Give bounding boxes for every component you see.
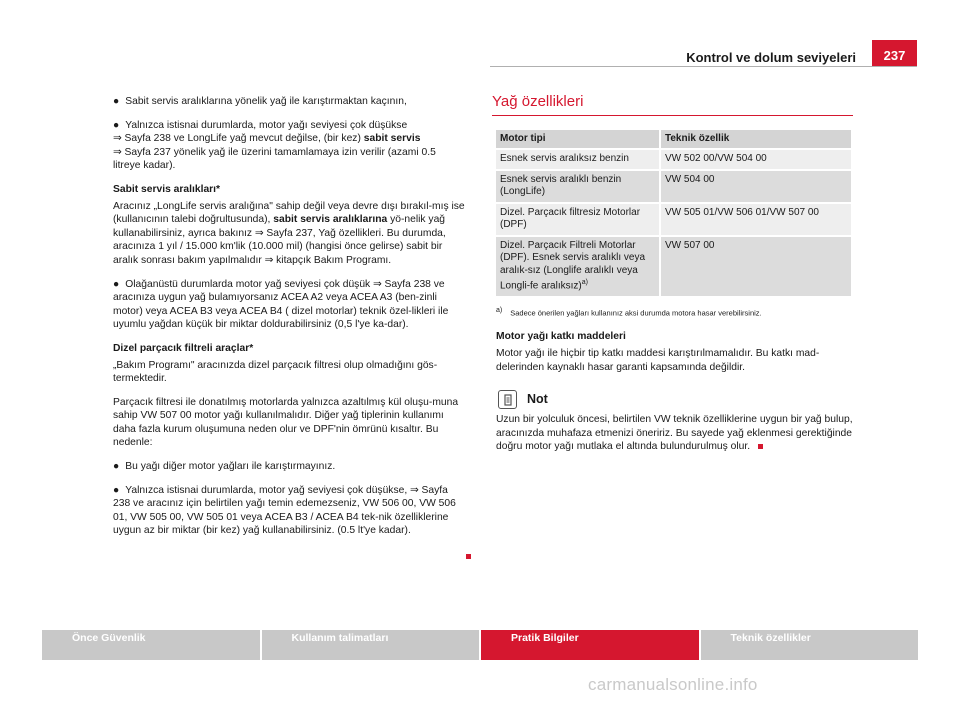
footnote: $^{a)}$ Sadece önerilen yağları kullanınız aksi durumda motora hasar verebilirsiniz. — [496, 306, 762, 318]
tab-safety[interactable]: Önce Güvenlik — [42, 630, 260, 660]
chapter-nav-bar — [42, 630, 918, 660]
section-heading: Motor yağı katkı maddeleri — [496, 331, 626, 343]
paragraph: Motor yağı ile hiçbir tip katkı maddesi karıştırılmamalıdır. Bu katkı mad-delerinden kaynaklı hasar garanti kapsamında değildir. — [496, 348, 820, 373]
tab-operating-instructions[interactable]: Kullanım talimatları — [262, 630, 480, 660]
table-cell: VW 505 01/VW 506 01/VW 507 00 — [660, 203, 851, 236]
header-divider — [490, 66, 917, 67]
section-heading: Dizel parçacık filtreli araçlar* — [113, 342, 254, 354]
table-cell: VW 502 00/VW 504 00 — [660, 149, 851, 170]
bullet-dot: ● — [113, 119, 120, 131]
table-cell: Esnek servis aralıklı benzin (LongLife) — [496, 170, 660, 203]
bullet-dot: ● — [113, 461, 120, 473]
note-title: Not — [527, 391, 548, 406]
tab-practical-info[interactable]: Pratik Bilgiler — [481, 630, 699, 660]
page-header-title: Kontrol ve dolum seviyeleri — [686, 50, 856, 65]
paragraph: Aracınız „LongLife servis aralığına" sahip değil veya devre dışı bırakıl-mış ise (kullanıcının talebi doğrultusunda), sabit servis aralıklarına yö-nelik yağ kullanabilirsiniz, ayrıca bakınız ⇒ Sayfa 237, Yağ özellikleri. Bu durumda, aracınıza 1 yıl / 15.000 km'lik (10.000 mil) (hangisi önce gelirse) sabit bir aralık sonrası bakım yapılmalıdır ⇒ kitapçık Bakım Programı. — [113, 200, 465, 266]
section-heading: Sabit servis aralıkları* — [113, 183, 221, 195]
page-number-badge: 237 — [872, 40, 917, 66]
bullet-dot: ● — [113, 96, 120, 107]
list-item: ● Olağanüstü durumlarda motor yağ seviyesi çok düşük ⇒ Sayfa 238 ve aracınıza uygun yağ bulamıyorsanız ACEA A2 veya ACEA A3 (ben-zinli motor) veya ACEA B3 veya ACEA B4 ( dizel motorlar) teknik özel-likleri ile uyumlu yağdan küçük bir miktar doldurabilirsiniz (0,5 l'ye ka-dar). — [113, 278, 449, 331]
column-header: Teknik özellik — [660, 130, 851, 150]
table-cell: Dizel. Parçacık filtresiz Motorlar (DPF) — [496, 203, 660, 236]
end-of-section-mark — [758, 444, 763, 449]
list-item: ● Sabit servis aralıklarına yönelik yağ ile karıştırmaktan kaçının, — [113, 96, 407, 107]
paragraph: „Bakım Programı" aracınızda dizel parçacık filtresi olup olmadığını gös-termektedir. — [113, 359, 438, 385]
table-cell: Esnek servis aralıksız benzin — [496, 149, 660, 170]
table-cell: VW 507 00 — [660, 236, 851, 297]
list-item: ● Yalnızca istisnai durumlarda, motor yağ seviyesi çok düşükse, ⇒ Sayfa 238 ve aracınız için belirtilen yağı temin edemezseniz, VW 506 00, VW 506 01, VW 505 00, VW 505 01 veya ACEA B3 / ACEA B4 tek-nik özelliklerine uygun az bir miktar (bir kez) yağ kullanabilirsiniz. (0.5 lt'ye kadar). — [113, 484, 456, 537]
column-header: Motor tipi — [496, 130, 660, 150]
table-row — [496, 149, 851, 170]
section-title: Yağ özellikleri — [492, 95, 853, 116]
note-icon — [498, 390, 517, 409]
table-cell: Dizel. Parçacık Filtreli Motorlar (DPF). Esnek servis aralıklı veya aralık-sız (Longlife aralıklı veya Longli-fe aralıksız)$^{a)}$ — [496, 236, 660, 297]
bullet-dot: ● — [113, 278, 120, 290]
paragraph: Parçacık filtresi ile donatılmış motorlarda yalnızca azaltılmış kül oluşu-muna sahip VW 507 00 motor yağı kullanılmalıdır. Diğer yağ tiplerinin kullanımı daha fazla kurum oluşumuna neden olur ve DPF'nin ömrünü kısaltır. Bu nedenle: — [113, 396, 459, 449]
tab-technical-data[interactable]: Teknik özellikler — [701, 630, 919, 660]
note-text: Uzun bir yolculuk öncesi, belirtilen VW teknik özelliklerine uygun bir yağ bulup, aracınızda muhafaza etmenizi öneririz. Bu sayede yağ eklenmesi gerektiğinde doğru motor yağı mutlaka el altında bulundurulmuş olur. — [496, 414, 853, 453]
table-row — [496, 236, 851, 297]
oil-spec-table — [496, 130, 851, 298]
table-row — [496, 170, 851, 203]
table-cell: VW 504 00 — [660, 170, 851, 203]
note-header — [498, 390, 853, 409]
watermark: carmanualsonline.info — [588, 675, 758, 694]
list-item: ● Bu yağı diğer motor yağları ile karıştırmayınız. — [113, 461, 336, 473]
list-item: ● Yalnızca istisnai durumlarda, motor yağı seviyesi çok düşükse ⇒ Sayfa 238 ve LongLife yağ mevcut değilse, (bir kez) sabit servis ⇒ Sayfa 237 yönelik yağ ile üzerini tamamlamaya izin verilir (azami 0.5 litreye kadar). — [113, 119, 436, 172]
end-of-section-mark — [466, 554, 471, 559]
left-column — [113, 95, 466, 548]
footnote-ref[interactable]: a) — [581, 279, 588, 287]
table-row — [496, 203, 851, 236]
bullet-dot: ● — [113, 484, 120, 496]
cross-ref-link[interactable]: ⇒ Sayfa 238 ve LongLife yağ mevcut değilse, (bir kez) — [113, 133, 361, 145]
right-column — [492, 93, 853, 464]
table-header-row — [496, 130, 851, 150]
cross-ref-link[interactable]: ⇒ Sayfa 237 yönelik yağ ile üzerini tamamlamaya izin verilir (azami 0.5 litreye kadar). — [113, 146, 436, 172]
